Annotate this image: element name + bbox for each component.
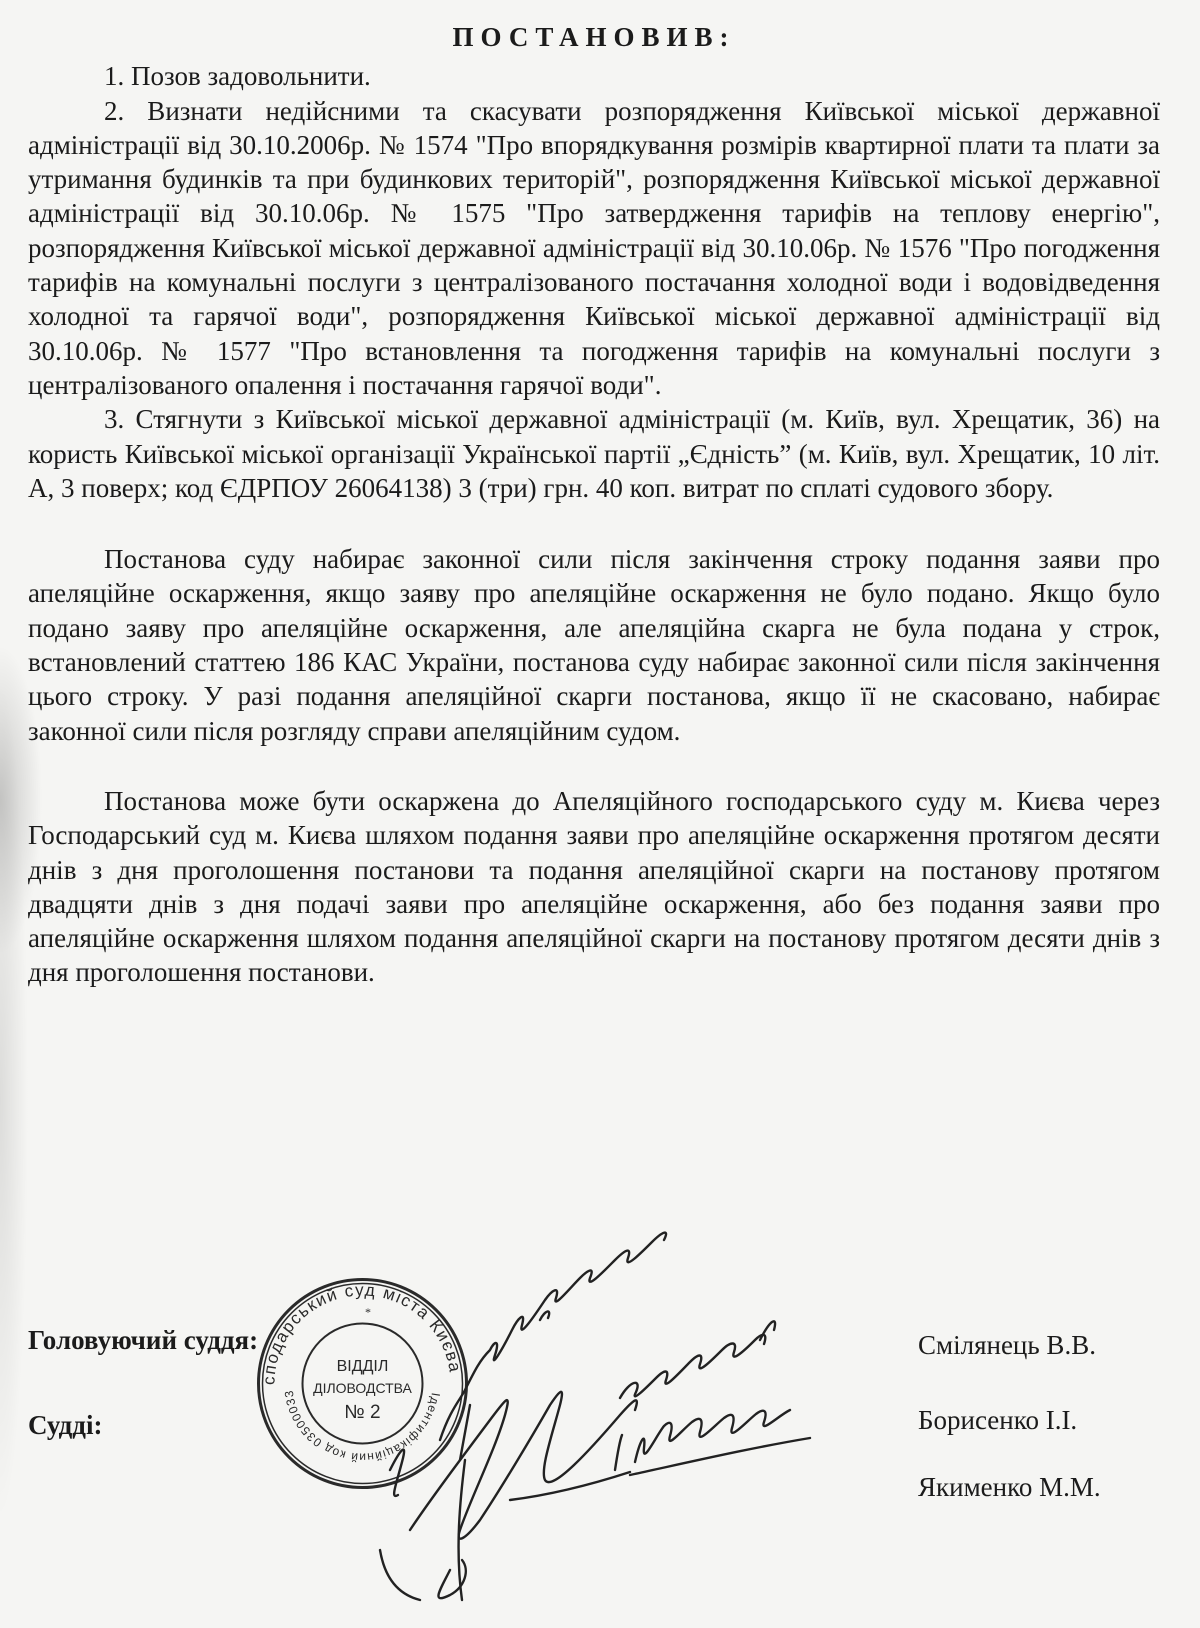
stamp-center-line3: № 2 [344,1402,381,1423]
stamp-center-line1: ВІДДІЛ [336,1358,389,1375]
svg-text:*: * [365,1305,371,1319]
stamp-center-line2: ДІЛОВОДСТВА [313,1380,412,1396]
signature-strokes [290,1200,850,1620]
paragraph-4: Постанова суду набирає законної сили після закінчення строку подання заяви про апеляційне оскарження, якщо заяву про апеляційне оскарження не було подано. Якщо було подано заяву про апеляційне оскарження, але апеляційна скарга не була подана у строк, встановлений статтею 186 КАС України, постанова суду набирає законної сили після закінчення цього строку. У разі подання апеляційної скарги постанова, якщо її не скасовано, набирає законної сили після розгляду справи апеляційним судом. [28,544,1160,746]
paragraph-2: 2. Визнати недійсними та скасувати розпорядження Київської міської державної адміністрації від 30.10.2006р. № 1574 "Про впорядкування розмірів квартирної плати та плати за утримання будинків та при будинкових територій", розпорядження Київської міської державної адміністрації від 30.10.06р. № 1575 "Про затвердження тарифів на теплову енергію", розпорядження Київської міської державної адміністрації від 30.10.06р. № 1576 "Про погодження тарифів на комунальні послуги з централізованого постачання холодної води і водовідведення холодної та гарячої води", розпорядження Київської міської державної адміністрації від 30.10.06р. № 1577 "Про встановлення та погодження тарифів на комунальні послуги з централізованого опалення і постачання гарячої води". [28,95,1160,400]
spacer [28,748,1160,784]
document-heading: ПОСТАНОВИВ: [452,22,736,52]
handwritten-signature [290,1200,850,1620]
judge-name-3: Якименко М.М. [918,1472,1101,1502]
judges-label: Судді: [28,1410,103,1440]
document-body [28,20,1160,990]
stamp-outer-text: сподарський суд міста Києва [259,1280,465,1386]
judge-name-1: Смілянець В.В. [918,1330,1096,1360]
judge-name-2: Борисенко І.І. [918,1405,1078,1435]
spacer [28,505,1160,542]
paragraph-5: Постанова може бути оскаржена до Апеляційного господарського суду м. Києва через Господарський суд м. Києва шляхом подання заяви про апеляційне оскарження протягом десяти днів з дня проголошення постанови та подання апеляційної скарги на постанову протягом двадцяти днів з дня подачі заяви про апеляційне оскарження, або без подання заяви про апеляційне оскарження шляхом подання апеляційної скарги на постанову протягом десяти днів з дня проголошення постанови. [28,785,1160,988]
presiding-judge-label: Головуючий суддя: [28,1325,259,1355]
paragraph-3: 3. Стягнути з Київської міської державної адміністрації (м. Київ, вул. Хрещатик, 36) на користь Київської міської організації Української партії „Єдність” (м. Київ, вул. Хрещатик, 10 літ. А, 3 поверх; код ЄДРПОУ 26064138) 3 (три) грн. 40 коп. витрат по сплаті судового збору. [28,404,1160,503]
stamp-inner-text: Ідентифікаційний код 03500033 [281,1388,443,1465]
paragraph-1: 1. Позов задовольнити. [104,61,371,92]
